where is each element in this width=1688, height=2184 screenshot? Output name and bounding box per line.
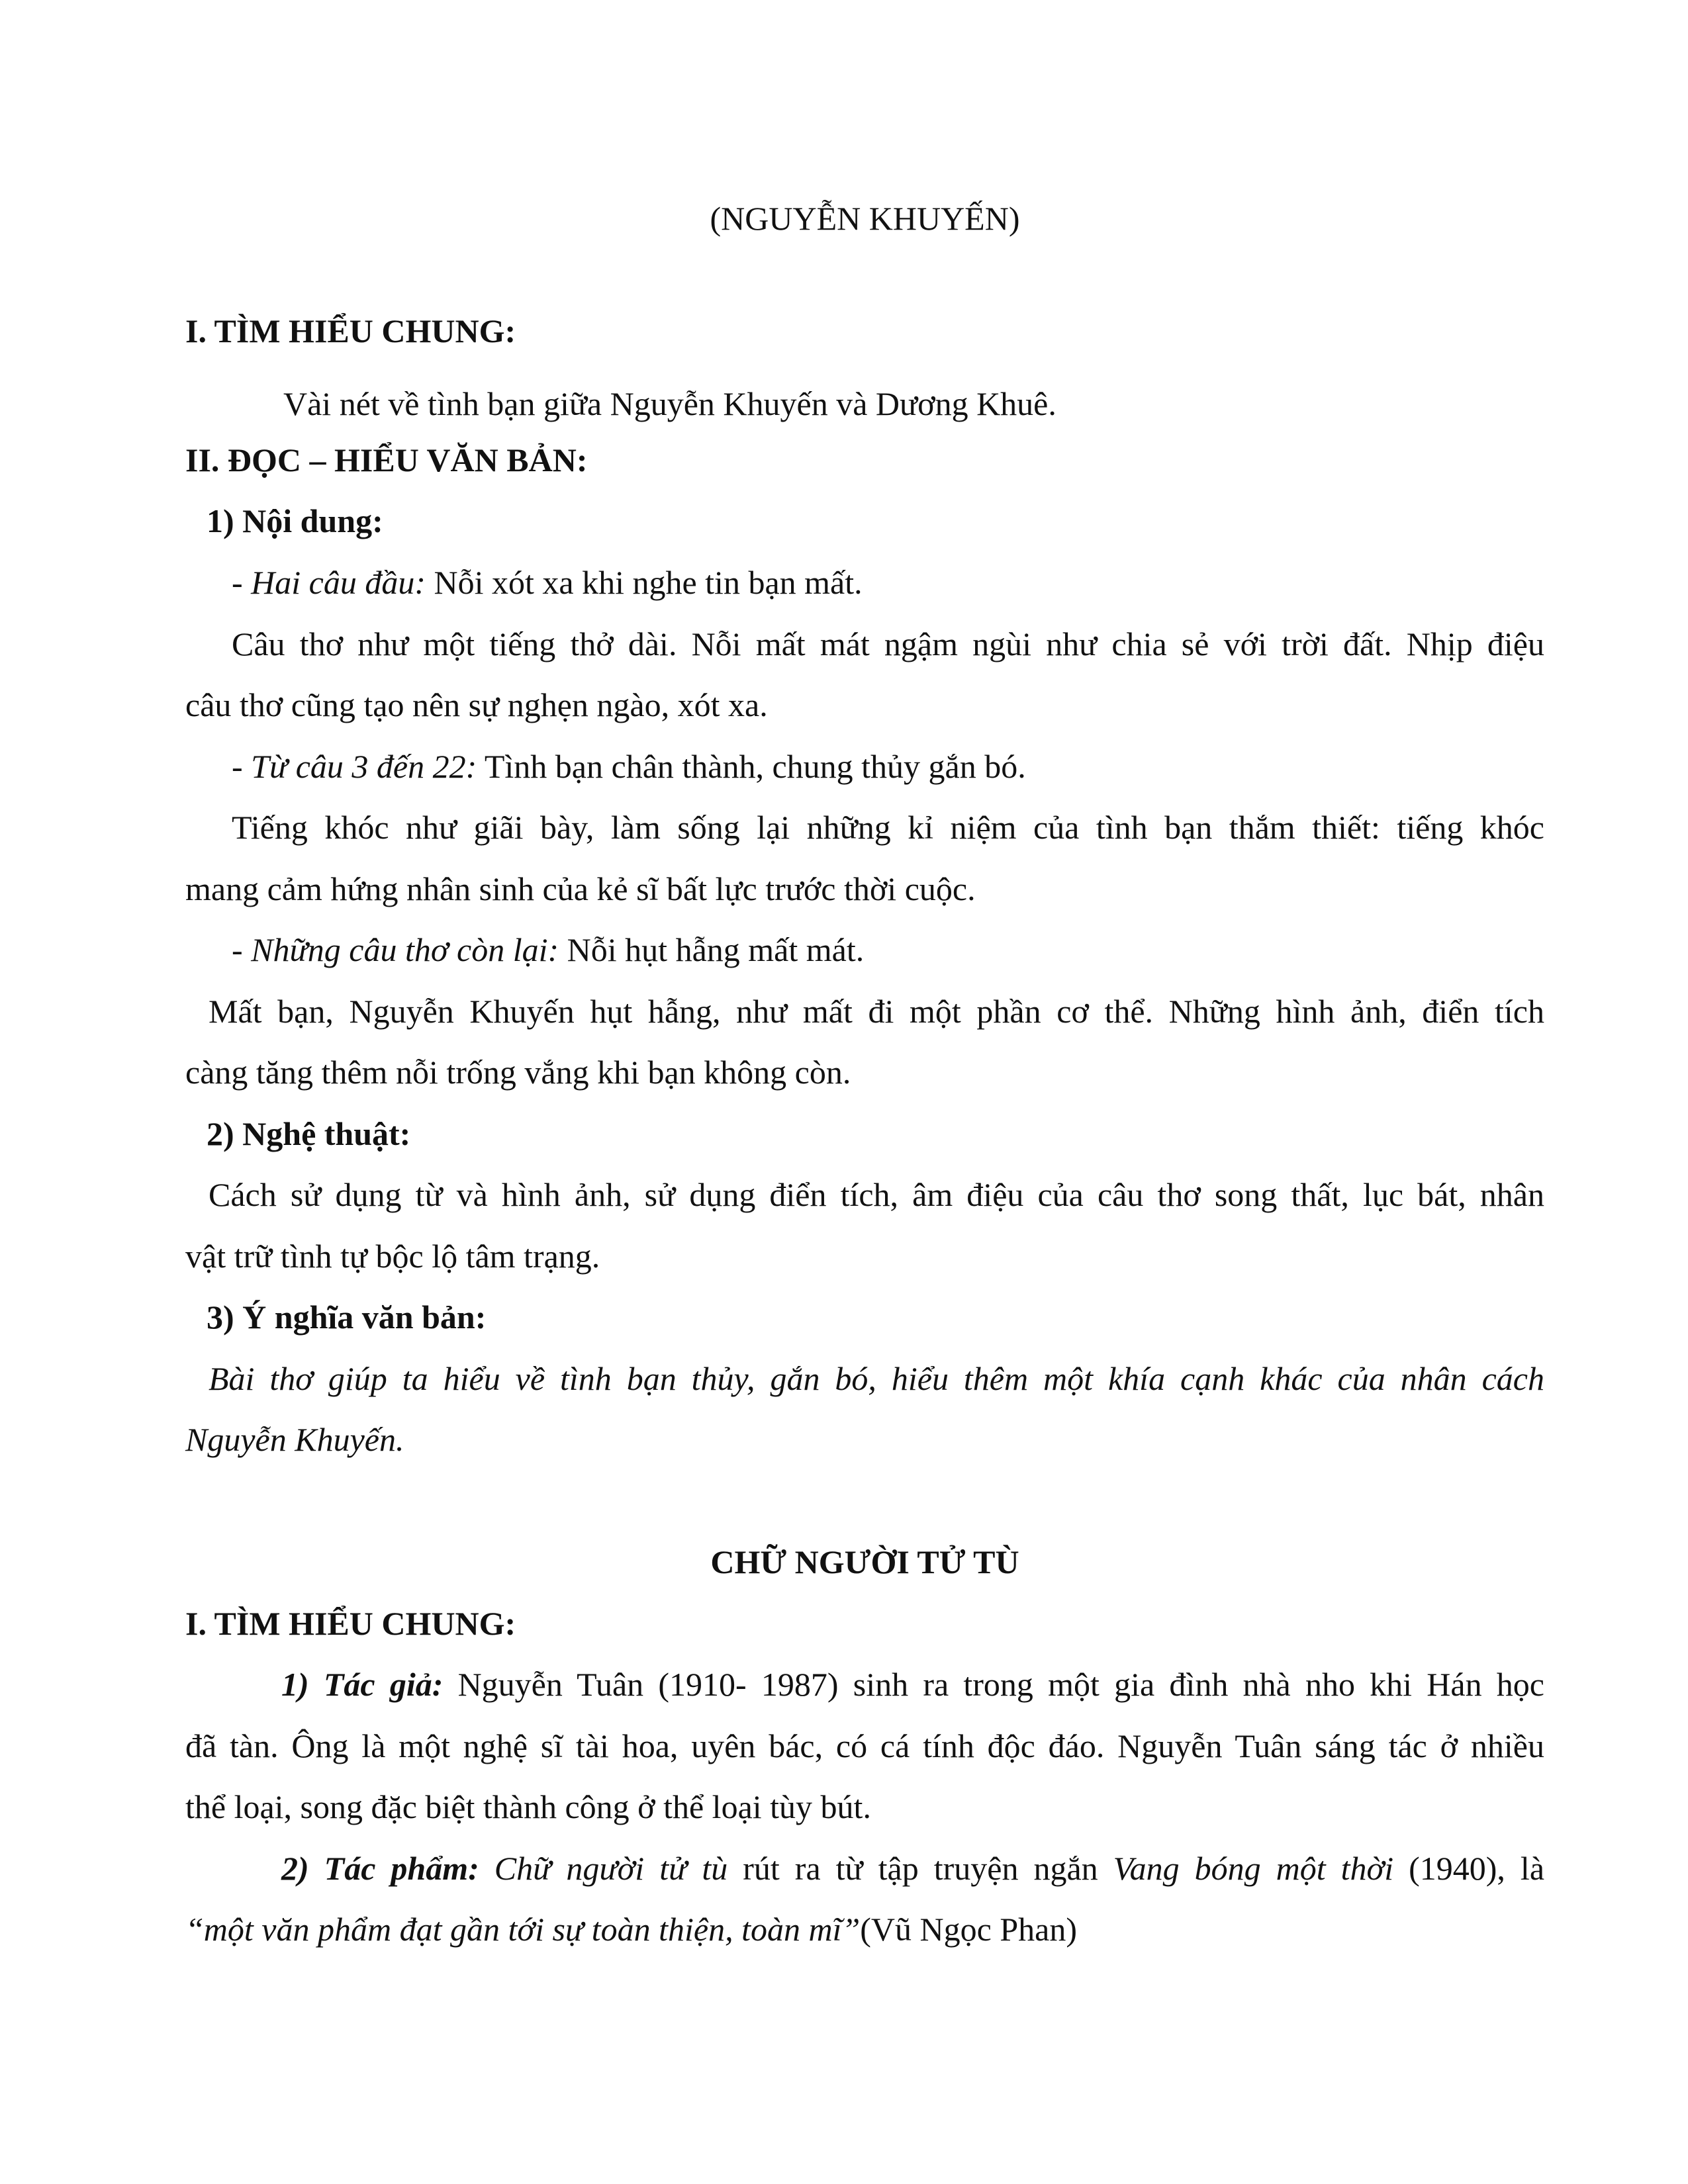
content-point-2 [232, 747, 1544, 786]
point-2-text: Tình bạn chân thành, chung thủy gắn bó. [477, 748, 1026, 785]
work-mid: rút ra từ tập truyện ngắn [727, 1850, 1113, 1887]
meaning-line-1: Bài thơ giúp ta hiểu về tình bạn thủy, gắn bó, hiểu thêm một khía cạnh khác của nhân cách [209, 1360, 1544, 1397]
content-point-3 [232, 930, 1544, 970]
point-2-label: Từ câu 3 đến 22: [251, 748, 477, 785]
section-1-text: Vài nét về tình bạn giữa Nguyễn Khuyến và Dương Khuê. [283, 385, 1056, 422]
story-section-1-heading: I. TÌM HIỂU CHUNG: [185, 1605, 516, 1642]
work-line-1 [281, 1848, 1544, 1888]
point-3-label: Những câu thơ còn lại: [251, 931, 559, 968]
author-line-3: thể loại, song đặc biệt thành công ở thể loại tùy bút. [185, 1788, 871, 1825]
content-point-1 [232, 563, 1544, 602]
story-title: CHỮ NGƯỜI TỬ TÙ [710, 1543, 1019, 1580]
poem-author: (NGUYỄN KHUYẾN) [710, 200, 1020, 237]
work-title: Chữ người tử tù [494, 1850, 728, 1887]
art-line-2: vật trữ tình tự bộc lộ tâm trạng. [185, 1238, 600, 1275]
point-2-expl-line-1: Tiếng khóc như giãi bày, làm sống lại những kỉ niệm của tình bạn thắm thiết: tiếng khóc [232, 809, 1544, 846]
point-3-text: Nỗi hụt hẫng mất mát. [559, 931, 865, 968]
point-2-expl-line-2: mang cảm hứng nhân sinh của kẻ sĩ bất lực trước thời cuộc. [185, 870, 976, 907]
point-3-expl-line-2: càng tăng thêm nỗi trống vắng khi bạn không còn. [185, 1054, 851, 1091]
work-year: (1940), là [1393, 1850, 1545, 1887]
art-line-1: Cách sử dụng từ và hình ảnh, sử dụng điển tích, âm điệu của câu thơ song thất, lục bát, nhân [209, 1176, 1544, 1213]
point-1-expl-line-1: Câu thơ như một tiếng thở dài. Nỗi mất mát ngậm ngùi như chia sẻ với trời đất. Nhịp điệu [232, 625, 1544, 662]
content-heading: 1) Nội dung: [207, 502, 383, 539]
meaning-heading: 3) Ý nghĩa văn bản: [207, 1298, 487, 1336]
point-1-expl-line-2: câu thơ cũng tạo nên sự nghẹn ngào, xót xa. [185, 686, 768, 723]
author-text: Nguyễn Tuân (1910- 1987) sinh ra trong một gia đình nhà nho khi Hán học [443, 1666, 1544, 1703]
meaning-line-2: Nguyễn Khuyến. [185, 1421, 404, 1458]
section-2-heading: II. ĐỌC – HIỂU VĂN BẢN: [185, 441, 588, 478]
point-1-label: Hai câu đầu: [251, 564, 426, 601]
point-1-text: Nỗi xót xa khi nghe tin bạn mất. [426, 564, 863, 601]
point-2-dash: - [232, 748, 252, 785]
point-1-dash: - [232, 564, 252, 601]
point-3-expl-line-1: Mất bạn, Nguyễn Khuyến hụt hẫng, như mất đi một phần cơ thể. Những hình ảnh, điển tích [209, 993, 1544, 1030]
work-label: 2) Tác phẩm: [281, 1850, 479, 1887]
point-3-dash: - [232, 931, 252, 968]
collection-title: Vang bóng một thời [1113, 1850, 1394, 1887]
section-1-heading: I. TÌM HIỂU CHUNG: [185, 312, 516, 349]
work-line-2 [185, 1909, 1544, 1949]
author-label: 1) Tác giả: [281, 1666, 444, 1703]
author-line-1 [281, 1664, 1544, 1704]
quote: “một văn phẩm đạt gần tới sự toàn thiện, toàn mĩ” [185, 1911, 861, 1948]
art-heading: 2) Nghệ thuật: [207, 1115, 411, 1152]
author-line-2: đã tàn. Ông là một nghệ sĩ tài hoa, uyên bác, có cá tính độc đáo. Nguyễn Tuân sáng tác ở nhiều [185, 1727, 1544, 1764]
quote-source: (Vũ Ngọc Phan) [860, 1911, 1077, 1948]
